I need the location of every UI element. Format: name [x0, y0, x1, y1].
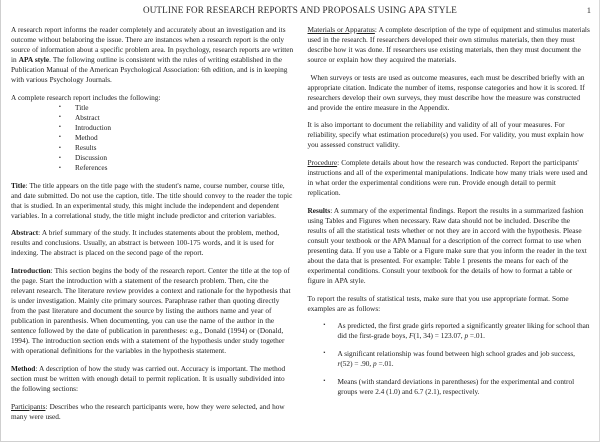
two-column-body [1, 25, 599, 429]
entry-participants [11, 402, 294, 422]
intro-paragraph [11, 25, 294, 85]
list-item: ▪ Abstract [59, 113, 294, 123]
stat-mid: (1, 34) = 123.07, [413, 330, 465, 340]
entry-materials-apparatus [308, 25, 591, 65]
entry-title [11, 181, 294, 221]
entry-separator: : [330, 205, 334, 215]
entry-label: Abstract [11, 228, 39, 238]
entry-separator: : [374, 25, 379, 34]
entry-body: A complete description of the type of equipment and stimulus materials used in the research. If researchers developed their own stimulus materials, then they must describe how it was done. If researchers use existing materials, then they must document the source or explain how they acquired the materials. [307, 25, 590, 65]
entry-body: The title appears on the title page with the student's name, course number, course title, and date submitted. Do not use the caption, title. The title should convey to the reader the topic that is studied. In an experimental study, this might include the independent and dependent variables. In a correlational study, the title might include predictor and criterion variables. [11, 180, 293, 220]
entry-label: Results [307, 205, 331, 215]
stat-examples-list [308, 321, 591, 397]
entry-body: A brief summary of the study. It includes statements about the problem, method, results and conclusions. Usually, an abstract is between 100-175 words, and it is used for indexing. The abstract is placed on the second page of the report. [11, 228, 280, 258]
right-column [308, 25, 591, 429]
entry-separator: : [35, 363, 40, 373]
stat-mid: (52) = .90, [340, 358, 374, 368]
stat-text-after: =.01. [468, 330, 485, 340]
stats-lead-in: To report the results of statistical tests, make sure that you use appropriate format. Some examples are as follows: [307, 293, 569, 313]
entry-label: Participants [11, 401, 46, 411]
page-number: 1 [586, 5, 591, 15]
list-item: ▪ Discussion [59, 153, 294, 163]
entry-label: Method [11, 363, 36, 373]
list-item [324, 321, 591, 341]
intro-text-part-2: . The following outline is consistent with the rules of writing established in the Publication Manual of the American Psychological Association: 6th edition, and is in keeping with various Psychology Journals. [11, 55, 288, 85]
page-header [1, 0, 599, 25]
entry-procedure [308, 158, 591, 198]
list-item: ▪ Introduction [59, 123, 294, 133]
entry-body: A summary of the experimental findings. Report the results in a summarized fashion using Tables and Figures when necessary. Raw data should not be included. Describe the results of all the statistical tests whether or not they are in accord with the hypothesis. Please consult your textbook or the APA Manual for a description of the correct format to use when presenting data. If you use a Table or a Figure make sure that you inform the reader in the text about the data that is presented. For example: Table 1 presents the means for each of the experimental conditions. Consult your textbook for the details of how to format a table or figure in APA style. [307, 205, 587, 286]
list-item: ▪ Results [59, 143, 294, 153]
stat-symbol: p [373, 358, 377, 368]
report-sections-list [11, 103, 294, 173]
entry-method [11, 364, 294, 394]
entry-separator: : [38, 228, 42, 238]
stat-symbol: F [409, 330, 414, 340]
intro-text-part-1: A research report informs the reader completely and accurately about an investigation and its outcome without belaboring the issue. There are instances when a research report is the only source of information about a specific problem area. In psychology, research reports are written in [11, 25, 294, 65]
entry-separator: : [25, 180, 30, 190]
stat-text-before: As predicted, the first grade girls reported a significantly greater liking for school than did the first-grade boys, [337, 320, 590, 340]
surveys-paragraph: When surveys or tests are used as outcome measures, each must be described briefly with an appropriate citation. Indicate the number of items, response categories and how it is scored. If researchers develop their own surveys, they must describe how the measure was constructed and provide the entire measure in the Appendix. [307, 72, 585, 112]
entry-label: Materials or Apparatus [307, 25, 375, 34]
entry-label: Introduction [11, 265, 51, 275]
list-item [324, 377, 591, 397]
entry-abstract [11, 228, 294, 258]
apa-style-term: APA style [18, 55, 50, 65]
entry-introduction [11, 266, 294, 356]
entry-label: Procedure [307, 158, 338, 168]
entry-separator: : [45, 401, 50, 411]
stat-text-before: Means (with standard deviations in parentheses) for the experimental and control groups were 2.4 (1.0) and 6.7 (2.1), respectively. [337, 376, 575, 396]
list-item: ▪ Title [59, 103, 294, 113]
section-list-lead-in: A complete research report includes the following: [11, 92, 161, 102]
entry-body: A description of how the study was carried out. Accuracy is important. The method section must be written with enough detail to permit replication. It is usually subdivided into the following sections: [11, 363, 286, 393]
reliability-validity-paragraph: It is also important to document the reliability and validity of all of your measures. For reliability, specify what estimation procedure(s) you used. For validity, you must explain how you assessed construct validity. [307, 120, 584, 150]
list-item: ▪ Method [59, 133, 294, 143]
list-item: ▪ References [59, 163, 294, 173]
list-item [324, 349, 591, 369]
stat-symbol: p [464, 330, 469, 340]
entry-separator: : [50, 265, 55, 275]
entry-results [308, 206, 591, 286]
stat-text-before: A significant relationship was found between high school grades and job success, [337, 348, 576, 358]
entry-body: Complete details about how the research was conducted. Report the participants' instructions and all of the experimental manipulations. Indicate how many trials were used and in what order the experimental conditions were run. Provide enough detail to permit replication. [307, 158, 588, 198]
page-title: OUTLINE FOR RESEARCH REPORTS AND PROPOSALS USING APA STYLE [142, 5, 458, 15]
stat-text-after: =.01. [376, 358, 394, 368]
stat-symbol: r [337, 358, 341, 368]
entry-label: Title [11, 180, 26, 190]
entry-body: This section begins the body of the research report. Center the title at the top of the page. Start the introduction with a statement of the research problem. Then, cite the relevant research. The literature review provides a context and rationale for the hypothesis that is under investigation. Mainly cite primary sources. Paraphrase rather than quoting directly from the past literature and document the source by listing the authors name and year of publication in parenthesis. When documenting, you can use the name of the author in the sentence followed by the date of publication in parentheses: e.g., Donald (1994) or (Donald, 1994). The introduction section ends with a statement of the hypothesis under study together with operational definitions for the variables in the hypothesis statement. [11, 265, 291, 356]
entry-body: Describes who the research participants were, how they were selected, and how many were used. [11, 401, 285, 421]
entry-separator: : [337, 158, 342, 168]
left-column [11, 25, 294, 429]
